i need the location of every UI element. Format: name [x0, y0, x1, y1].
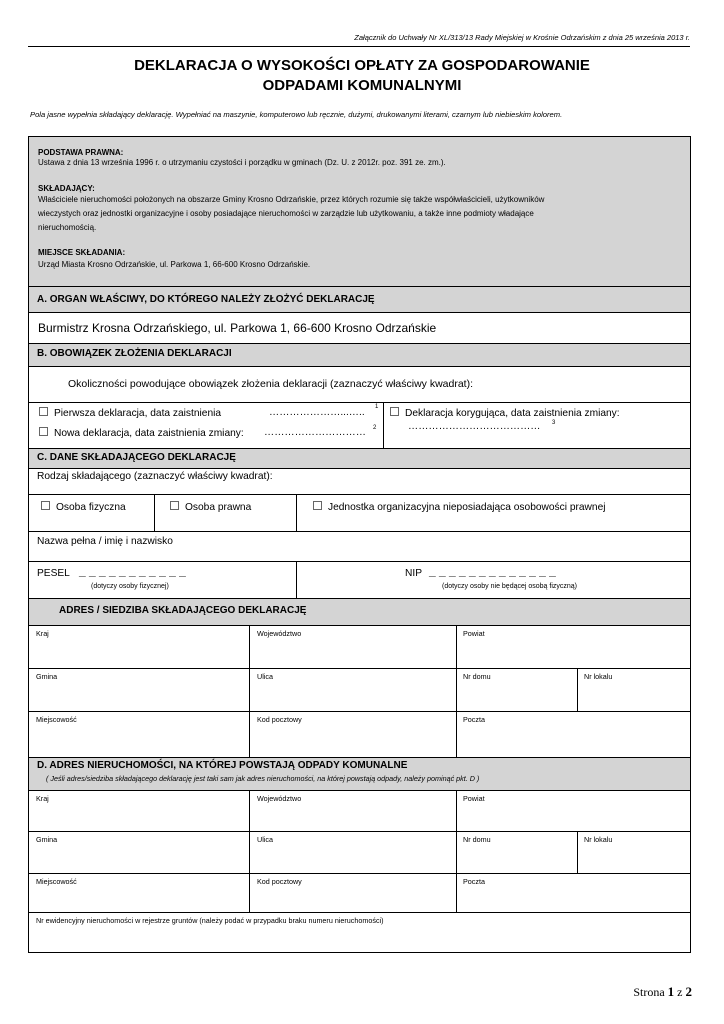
footnote-2: 2: [373, 425, 377, 431]
skladajacy-text-3: nieruchomością.: [38, 223, 97, 232]
c-wojewodztwo[interactable]: Województwo: [257, 629, 302, 638]
skladajacy-text-1: Właściciele nieruchomości położonych na obszarze Gminy Krosno Odrzańskie, przez których rozumie się także współwłaścicieli, użytkowników: [38, 195, 545, 204]
osoba-prawna-label: Osoba prawna: [185, 502, 252, 513]
page-current: 1: [667, 984, 675, 999]
option-correction-label: Deklaracja korygująca, data zaistnienia zmiany:: [405, 408, 620, 419]
divider: [29, 494, 690, 495]
pesel-label: PESEL: [37, 568, 70, 579]
miejsce-text: Urząd Miasta Krosno Odrzańskie, ul. Parkowa 1, 66-600 Krosno Odrzańskie.: [38, 260, 311, 269]
divider: [29, 668, 690, 669]
c-ulica[interactable]: Ulica: [257, 672, 273, 681]
divider: [296, 561, 297, 598]
section-c-title: C. DANE SKŁADAJĄCEGO DEKLARACJĘ: [37, 452, 236, 463]
checkbox-osoba-fizyczna[interactable]: [41, 501, 50, 510]
declaration-form: [28, 136, 691, 953]
attachment-note: Załącznik do Uchwały Nr XL/313/13 Rady Miejskiej w Krośnie Odrzańskim z dnia 25 września 2013 r.: [354, 33, 690, 42]
page-middle: z: [674, 985, 686, 999]
section-d-note: ( Jeśli adres/siedziba składającego deklarację jest taki sam jak adres nieruchomości, na której powstają odpady, należy pominąć pkt. D ): [46, 774, 480, 783]
page-prefix: Strona: [633, 985, 668, 999]
option-osoba-fizyczna[interactable]: [41, 501, 126, 513]
d-nr-ewidencyjny[interactable]: Nr ewidencyjny nieruchomości w rejestrze gruntów (należy podać w przypadku braku numeru nieruchomości): [36, 916, 384, 925]
divider: [29, 531, 690, 532]
checkbox-correction[interactable]: [390, 407, 399, 416]
divider: [249, 625, 250, 757]
option-first-declaration[interactable]: [39, 407, 221, 419]
divider: [456, 790, 457, 912]
jednostka-label: Jednostka organizacyjna nieposiadająca osobowości prawnej: [328, 502, 606, 513]
d-miejscowosc[interactable]: Miejscowość: [36, 877, 77, 886]
header-rule: [28, 46, 690, 47]
new-date-dots: …………………………: [264, 427, 366, 438]
checkbox-osoba-prawna[interactable]: [170, 501, 179, 510]
d-gmina[interactable]: Gmina: [36, 835, 58, 844]
footnote-1: 1: [375, 404, 379, 410]
c-gmina[interactable]: Gmina: [36, 672, 58, 681]
miejsce-label: MIEJSCE SKŁADANIA:: [38, 248, 126, 257]
fill-instruction: Pola jasne wypełnia składający deklarację. Wypełniać na maszynie, komputerowo lub ręcznie, dużymi, drukowanymi literami, czarnym lub niebieskim kolorem.: [30, 110, 563, 119]
c-poczta[interactable]: Poczta: [463, 715, 485, 724]
section-d-title: D. ADRES NIERUCHOMOŚCI, NA KTÓREJ POWSTAJĄ ODPADY KOMUNALNE: [37, 760, 408, 771]
divider: [29, 625, 690, 626]
c-nr-domu[interactable]: Nr domu: [463, 672, 491, 681]
c-powiat[interactable]: Powiat: [463, 629, 485, 638]
checkbox-first[interactable]: [39, 407, 48, 416]
divider: [154, 494, 155, 531]
option-new-label: Nowa deklaracja, data zaistnienia zmiany:: [54, 428, 244, 439]
divider: [577, 831, 578, 873]
option-new-declaration[interactable]: [39, 427, 244, 439]
skladajacy-text-2: wieczystych oraz jednostki organizacyjne i osoby posiadające nieruchomości w zarządzie lub użytkowaniu, a także inne podmioty władające: [38, 209, 534, 218]
rodzaj-prompt: Rodzaj składającego (zaznaczyć właściwy kwadrat):: [37, 471, 273, 482]
divider: [29, 312, 690, 313]
podstawa-text: Ustawa z dnia 13 września 1996 r. o utrzymaniu czystości i porządku w gminach (Dz. U. z 2012r. poz. 391 ze. zm.).: [38, 158, 446, 167]
d-kod-pocztowy[interactable]: Kod pocztowy: [257, 877, 302, 886]
d-powiat[interactable]: Powiat: [463, 794, 485, 803]
section-b-prompt: Okoliczności powodujące obowiązek złożenia deklaracji (zaznaczyć właściwy kwadrat):: [68, 378, 474, 390]
d-poczta[interactable]: Poczta: [463, 877, 485, 886]
divider: [29, 873, 690, 874]
organ-value: Burmistrz Krosna Odrzańskiego, ul. Parkowa 1, 66-600 Krosno Odrzańskie: [38, 321, 437, 335]
divider: [456, 625, 457, 757]
c-kraj[interactable]: Kraj: [36, 629, 49, 638]
section-a-title: A. ORGAN WŁAŚCIWY, DO KTÓREGO NALEŻY ZŁOŻYĆ DEKLARACJĘ: [37, 294, 375, 305]
adres-title: ADRES / SIEDZIBA SKŁADAJĄCEGO DEKLARACJĘ: [59, 605, 307, 616]
d-ulica[interactable]: Ulica: [257, 835, 273, 844]
correction-date-field[interactable]: [408, 421, 540, 432]
nip-field[interactable]: _ _ _ _ _ _ _ _ _ _ _ _ _: [429, 564, 556, 578]
d-kraj[interactable]: Kraj: [36, 794, 49, 803]
divider: [29, 468, 690, 469]
first-date-dots: …………………...…..: [269, 407, 365, 418]
d-nr-lokalu[interactable]: Nr lokalu: [584, 835, 613, 844]
correction-date-dots: …………………………………: [408, 421, 541, 432]
new-date-field[interactable]: [264, 427, 366, 438]
divider: [383, 402, 384, 448]
d-wojewodztwo[interactable]: Województwo: [257, 794, 302, 803]
page-total: 2: [685, 984, 692, 999]
c-kod-pocztowy[interactable]: Kod pocztowy: [257, 715, 302, 724]
nip-note: (dotyczy osoby nie będącej osobą fizyczną): [442, 583, 578, 590]
title-line-2: ODPADAMI KOMUNALNYMI: [262, 77, 462, 94]
option-osoba-prawna[interactable]: [170, 501, 251, 513]
checkbox-new[interactable]: [39, 427, 48, 436]
pesel-field[interactable]: _ _ _ _ _ _ _ _ _ _ _: [79, 564, 186, 578]
section-b-title: B. OBOWIĄZEK ZŁOŻENIA DEKLARACJI: [37, 348, 232, 359]
first-date-field[interactable]: [269, 407, 365, 418]
divider: [296, 494, 297, 531]
divider: [29, 366, 690, 367]
page-number: [633, 984, 692, 1000]
divider: [29, 790, 690, 791]
divider: [29, 402, 690, 403]
divider: [29, 831, 690, 832]
d-nr-domu[interactable]: Nr domu: [463, 835, 491, 844]
divider: [29, 711, 690, 712]
c-nr-lokalu[interactable]: Nr lokalu: [584, 672, 613, 681]
podstawa-label: PODSTAWA PRAWNA:: [38, 148, 124, 157]
option-jednostka[interactable]: [313, 501, 606, 513]
divider: [29, 912, 690, 913]
option-correction[interactable]: [390, 407, 620, 419]
checkbox-jednostka[interactable]: [313, 501, 322, 510]
divider: [249, 790, 250, 912]
skladajacy-label: SKŁADAJĄCY:: [38, 184, 95, 193]
option-first-label: Pierwsza deklaracja, data zaistnienia: [54, 408, 222, 419]
pesel-note: (dotyczy osoby fizycznej): [91, 583, 169, 590]
divider: [577, 668, 578, 711]
form-title: [0, 56, 724, 96]
divider: [29, 561, 690, 562]
osoba-fizyczna-label: Osoba fizyczna: [56, 502, 126, 513]
footnote-3: 3: [552, 420, 556, 426]
nazwa-field[interactable]: [37, 536, 173, 547]
nip-label: NIP: [405, 568, 422, 579]
title-line-1: DEKLARACJA O WYSOKOŚCI OPŁATY ZA GOSPODAROWANIE: [134, 57, 590, 74]
c-miejscowosc[interactable]: Miejscowość: [36, 715, 77, 724]
nazwa-label: Nazwa pełna / imię i nazwisko: [37, 536, 173, 547]
